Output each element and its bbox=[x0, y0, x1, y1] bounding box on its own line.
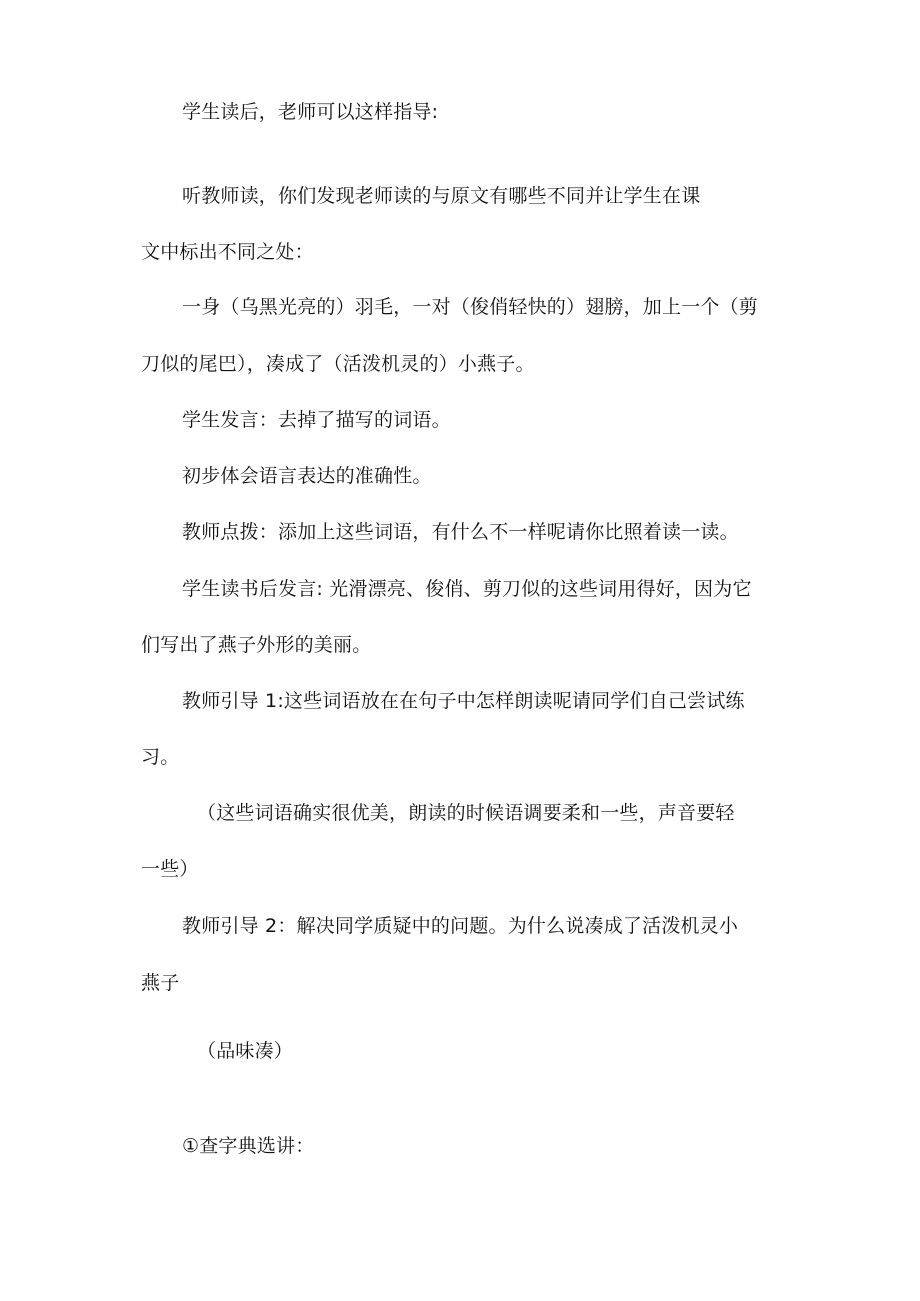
paragraph-line-8: 教师点拨：添加上这些词语，有什么不一样呢请你比照着读一读。 bbox=[182, 521, 739, 543]
paragraph-line-6: 学生发言：去掉了描写的词语。 bbox=[182, 409, 451, 431]
paragraph-line-3: 文中标出不同之处： bbox=[141, 241, 314, 263]
paragraph-line-7: 初步体会语言表达的准确性。 bbox=[182, 465, 432, 487]
paragraph-line-18: ①查字典选讲： bbox=[182, 1135, 315, 1157]
paragraph-line-11: 教师引导 1:这些词语放在在句子中怎样朗读呢请同学们自己尝试练 bbox=[182, 690, 745, 712]
paragraph-line-13: （这些词语确实很优美，朗读的时候语调要柔和一些，声音要轻 bbox=[197, 802, 735, 824]
paragraph-line-1: 学生读后，老师可以这样指导: bbox=[182, 101, 439, 123]
paragraph-line-9: 学生读书后发言: 光滑漂亮、俊俏、剪刀似的这些词用得好，因为它 bbox=[182, 578, 752, 600]
paragraph-line-2: 听教师读，你们发现老师读的与原文有哪些不同并让学生在课 bbox=[182, 185, 701, 207]
paragraph-line-16: 燕子 bbox=[141, 972, 180, 994]
paragraph-line-10: 们写出了燕子外形的美丽。 bbox=[141, 634, 372, 656]
paragraph-line-17: （品味凑） bbox=[197, 1040, 294, 1062]
paragraph-line-12: 习。 bbox=[141, 746, 180, 768]
paragraph-line-5: 刀似的尾巴），凑成了（活泼机灵的）小燕子。 bbox=[141, 353, 535, 375]
paragraph-line-15: 教师引导 2：解决同学质疑中的问题。为什么说凑成了活泼机灵小 bbox=[182, 915, 739, 937]
paragraph-line-4: 一身（乌黑光亮的）羽毛，一对（俊俏轻快的）翅膀，加上一个（剪 bbox=[182, 296, 759, 318]
paragraph-line-14: 一些） bbox=[141, 858, 199, 880]
